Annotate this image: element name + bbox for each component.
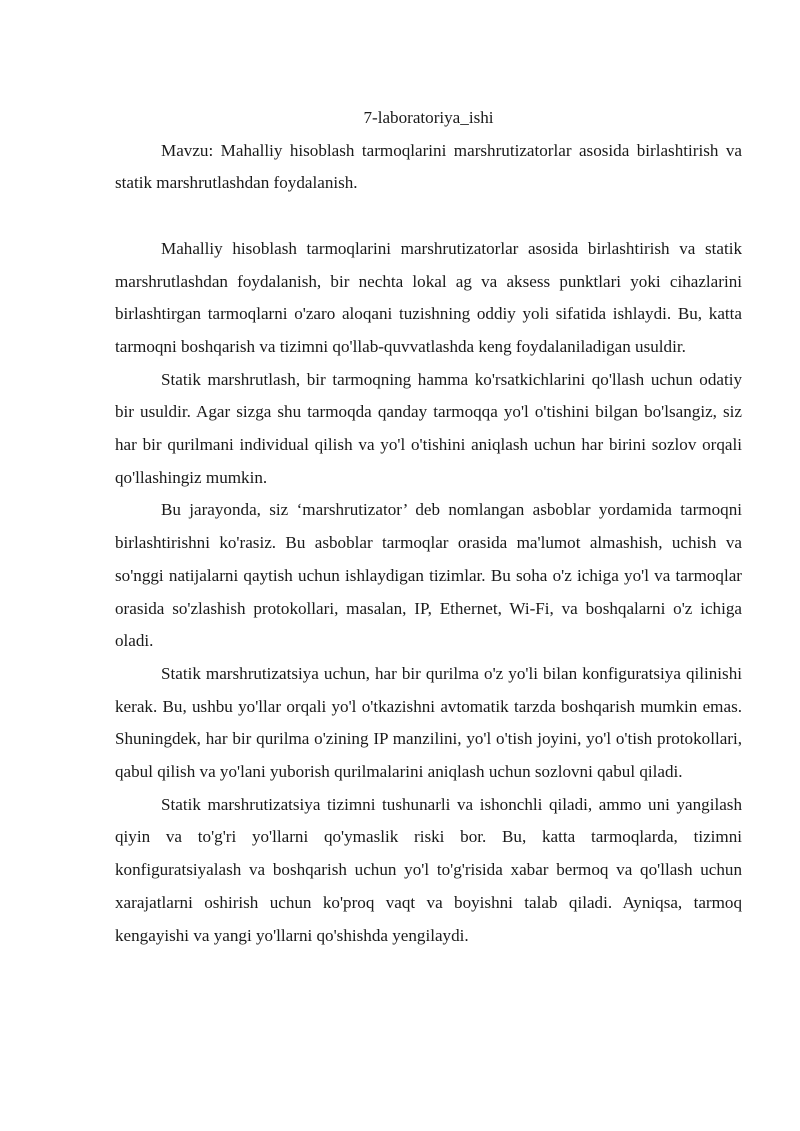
paragraph-1: Mahalliy hisoblash tarmoqlarini marshrutizatorlar asosida birlashtirish va statik marshrutlashdan foydalanish, bir nechta lokal ag va aksess punktlari yoki cihazlarini birlashtirgan tarmoqlarni o'zaro aloqani tuzishning oddiy yoli sifatida ishlaydi. Bu, katta tarmoqni boshqarish va tizimni qo'llab-quvvatlashda keng foydalaniladigan usuldir. xyxy=(115,238,742,356)
paragraph-5: Statik marshrutizatsiya tizimni tushunarli va ishonchli qiladi, ammo uni yangilash qiyin va to'g'ri yo'llarni qo'ymaslik riski bor. Bu, katta tarmoqlarda, tizimni konfiguratsiyalash va boshqarish uchun yo'l to'g'risida xabar bermoq va qo'llash uchun xarajatlarni oshirish uchun ko'proq vaqt va boyishni talab qiladi. Ayniqsa, tarmoq kengayishi va yangi yo'llarni qo'shishda yengilaydi. xyxy=(115,794,742,945)
document-topic: Mavzu: Mahalliy hisoblash tarmoqlarini marshrutizatorlar asosida birlashtirish va statik marshrutlashdan foydalanish. xyxy=(115,140,742,193)
document-title: 7-laboratoriya_ishi xyxy=(363,108,494,127)
paragraph-3: Bu jarayonda, siz ‘marshrutizator’ deb nomlangan asboblar yordamida tarmoqni birlashtirishni ko'rasiz. Bu asboblar tarmoqlar orasida ma'lumot almashish, uchish va so'nggi natijalarni qaytish uchun ishlaydigan tizimlar. Bu soha o'z ichiga yo'l va tarmoqlar orasida so'zlashish protokollari, masalan, IP, Ethernet, Wi-Fi, va boshqalarni o'z ichiga oladi. xyxy=(115,500,742,651)
document-page xyxy=(115,102,742,952)
blank-line xyxy=(115,200,742,233)
paragraph-2: Statik marshrutlash, bir tarmoqning hamma ko'rsatkichlarini qo'llash uchun odatiy bir usuldir. Agar sizga shu tarmoqda qanday tarmoqqa yo'l o'tishini bilgan bo'lsangiz, siz har bir qurilmani individual qilish va yo'l o'tishini aniqlash uchun har birini sozlov orqali qo'llashingiz mumkin. xyxy=(115,369,742,487)
paragraph-4: Statik marshrutizatsiya uchun, har bir qurilma o'z yo'li bilan konfiguratsiya qilinishi kerak. Bu, ushbu yo'llar orqali yo'l o'tkazishni avtomatik tarzda boshqarish mumkin emas. Shuningdek, har bir qurilma o'zining IP manzilini, yo'l o'tish joyini, yo'l o'tish protokollari, qabul qilish va yo'lani yuborish qurilmalarini aniqlash uchun sozlovni qabul qiladi. xyxy=(115,663,742,782)
